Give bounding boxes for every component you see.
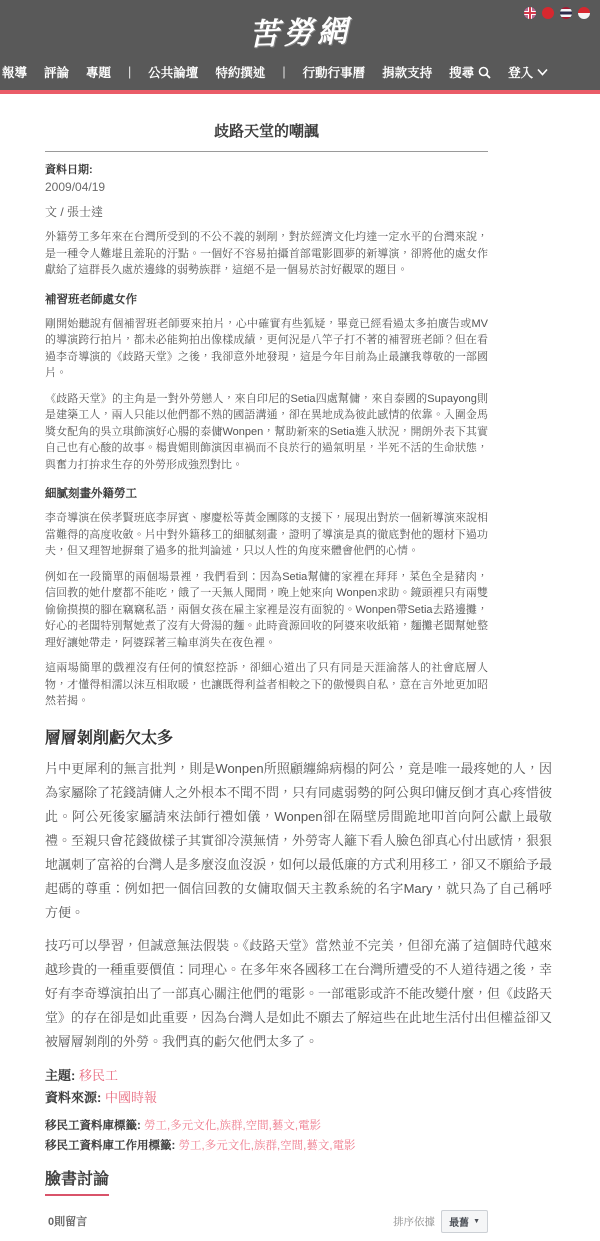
article-paragraph: 剛開始聽說有個補習班老師要來拍片，心中確實有些狐疑，畢竟已經看過太多拍廣告或MV的導演跨行拍片，都未必能夠拍出像樣成績，更何況是八竿子打不著的補習班老師？但在看過李奇導演的《歧路天堂》之後，我卻意外地發現，這是今年目前為止最讓我尊敬的一部國片。 <box>45 317 488 379</box>
facebook-comments-toolbar <box>45 1210 488 1233</box>
nav-item-reports[interactable]: 報導 <box>2 66 28 80</box>
article-column <box>45 108 555 710</box>
article-paragraph: 技巧可以學習，但誠意無法假裝。《歧路天堂》當然並不完美，但卻充滿了這個時代越來越珍貴的一種重要價值：同理心。在多年來各國移工在台灣所遭受的不人道待遇之後，幸好有李奇導演拍出了一部真心關注他們的電影。一部電影或許不能改變什麼，但《歧路天堂》的存在卻是如此重要，因為台灣人是如此不願去了解這些在此地生活付出但權益卻又被層層剝削的外勞。我們真的虧欠他們太多了。 <box>45 937 553 1049</box>
section-heading-exploitation: 層層剝削虧欠太多 <box>45 729 174 747</box>
indonesia-flag-icon[interactable] <box>578 7 590 19</box>
thailand-flag-icon[interactable] <box>560 7 572 19</box>
article-paragraph: 片中更犀利的無言批判，則是Wonpen所照顧纏綿病榻的阿公，竟是唯一最疼她的人，因為家屬除了花錢請傭人之外根本不聞不問，只有同處弱勢的阿公與印傭反倒才真心疼惜彼此。阿公死後家屬請來法師行禮如儀，Wonpen卻在隔壁房間跪地叩首向阿公獻上最敬禮。至親只會花錢做樣子其實卻冷漠無情，外勞寄人籬下看人臉色卻真心付出感情，狠狠地諷刺了富裕的台灣人是多麼沒血沒淚，如何以最低廉的方式利用移工，卻又不願給予最起碼的尊重：例如把一個信回教的女傭取個天主教系統的名字Mary，就只為了自己稱呼方便。 <box>45 760 553 920</box>
tag-link[interactable]: 族群 , <box>254 1140 280 1152</box>
tag-link[interactable]: 藝文 , <box>306 1140 332 1152</box>
nav-item-action-calendar[interactable]: 行動行事曆 <box>302 66 366 80</box>
article-paragraph: 例如在一段簡單的兩個場景裡，我們看到：因為Setia幫傭的家裡在拜拜，菜色全是豬肉，信回教的她什麼都不能吃，餓了一天無人聞問，晚上她來向 Wonpen求助。鏡頭裡只有兩雙偷偷摸摸的腳在竊竊私語，兩個女孩在雇主家裡是沒有面貌的。Wonpen帶Setia去路邊攤，好心的老闆特別幫她煮了沒有大骨湯的麵。此時資源回收的阿婆來收紙箱，麵攤老闆幫她整理好讓她帶走，阿婆踩著三輪車消失在夜色裡。 <box>45 570 488 649</box>
sort-dropdown-value: 最舊 <box>449 1217 470 1229</box>
login-label: 登入 <box>508 66 534 80</box>
db-tags-row <box>45 1117 488 1133</box>
nav-item-special-features[interactable]: 特約撰述 <box>215 66 266 80</box>
topic-link[interactable]: 移民工 <box>78 1067 118 1083</box>
tag-link[interactable]: 勞工 , <box>179 1140 205 1152</box>
comment-count: 0則留言 <box>48 1216 88 1228</box>
page-title: 歧路天堂的嘲諷 <box>213 123 319 140</box>
article-paragraph: 《歧路天堂》的主角是一對外勞戀人，來自印尼的Setia四處幫傭，來自泰國的Supayong則是建築工人，兩人只能以他們都不熟的國語溝通，卻在異地成為彼此感情的依靠。入圍金馬獎女配角的吳立琪飾演好心腸的泰傭Wonpen，幫助新來的Setia進入狀況，開朗外表下其實自己也有心酸的故事。楊貴媚則飾演因車禍而不良於行的過氣明星，半死不活的生命狀態，與奮力打拚求生存的外勞形成強烈對比。 <box>45 392 488 471</box>
facebook-discussion-heading: 臉書討論 <box>45 1166 109 1196</box>
tag-link[interactable]: 勞工 , <box>144 1120 170 1132</box>
nav-item-public-forum[interactable]: 公共論壇 <box>148 66 199 80</box>
site-header <box>0 0 600 94</box>
tag-link[interactable]: 多元文化 , <box>205 1140 254 1152</box>
vietnam-flag-icon[interactable] <box>542 7 554 19</box>
nav-item-topics[interactable]: 專題 <box>86 66 112 80</box>
tag-link[interactable]: 空間 , <box>246 1120 272 1132</box>
source-row <box>45 1087 488 1106</box>
article-page <box>0 94 600 1241</box>
comment-sort-control <box>393 1210 488 1233</box>
source-label: 資料來源: <box>45 1089 102 1105</box>
tag-link[interactable]: 空間 , <box>280 1140 306 1152</box>
article-byline: 文 / 張士達 <box>45 205 104 219</box>
nav-item-commentary[interactable]: 評論 <box>44 66 70 80</box>
topic-row <box>45 1065 488 1084</box>
nav-item-donate[interactable]: 捐款支持 <box>382 66 433 80</box>
nav-separator: | <box>128 65 132 79</box>
article-date: 2009/04/19 <box>45 180 106 194</box>
tag-link[interactable]: 藝文 , <box>272 1120 298 1132</box>
logo-container <box>0 6 600 56</box>
tag-link[interactable]: 電影 <box>298 1119 322 1132</box>
site-logo[interactable]: 苦勞網 <box>248 15 352 52</box>
login-button[interactable] <box>508 63 548 81</box>
db-tags-label: 移民工資料庫標籤: <box>45 1119 141 1132</box>
title-divider <box>45 151 488 152</box>
source-link[interactable]: 中國時報 <box>104 1089 157 1105</box>
nav-separator: | <box>282 65 286 79</box>
caret-down-icon: ▼ <box>473 1217 480 1225</box>
article-paragraph: 這兩場簡單的戲裡沒有任何的憤怒控訴，卻細心道出了只有同是天涯淪落人的社會底層人物，才懂得相濡以沫互相取暖，也讓既得利益者相較之下的傲慢與自私，意在言外地更加昭然若揭。 <box>45 662 488 707</box>
tag-link[interactable]: 多元文化 , <box>170 1120 219 1132</box>
topic-label: 主題: <box>45 1067 76 1083</box>
work-tags-label: 移民工資料庫工作用標籤: <box>45 1139 176 1152</box>
magnifier-icon <box>478 66 491 79</box>
sort-dropdown[interactable] <box>441 1210 488 1233</box>
search-label: 搜尋 <box>449 66 475 80</box>
section-heading-foreign-workers: 細膩刻畫外籍勞工 <box>45 488 137 500</box>
main-nav <box>0 56 600 90</box>
article-meta-column <box>45 1065 555 1233</box>
search-button[interactable] <box>449 63 491 81</box>
chevron-down-icon <box>537 68 548 76</box>
sort-by-label: 排序依據 <box>393 1215 436 1228</box>
work-tags-row <box>45 1137 488 1153</box>
article-paragraph: 李奇導演在侯孝賢班底李屏賓、廖慶松等黃金團隊的支援下，展現出對於一個新導演來說相當難得的高度收斂。片中對外籍移工的細膩刻畫，證明了導演是真的徹底對他的題材下過功夫，但又理智地摒棄了過多的批判論述，只以人性的角度來體會他們的心情。 <box>45 512 488 557</box>
article-highlight-column <box>45 725 555 1054</box>
article-paragraph: 外籍勞工多年來在台灣所受到的不公不義的剝削，對於經濟文化均達一定水平的台灣來說，是一種令人難堪且羞恥的汙點。一個好不容易拍攝首部電影圓夢的新導演，卻將他的處女作獻給了這群長久處於邊緣的弱勢族群，這絕不是一個易於討好觀眾的題目。 <box>45 231 488 276</box>
tag-link[interactable]: 電影 <box>332 1139 356 1152</box>
tag-link[interactable]: 族群 , <box>219 1120 245 1132</box>
date-label: 資料日期: <box>45 164 93 176</box>
section-heading-cram-school: 補習班老師處女作 <box>45 293 137 306</box>
facebook-comments-section <box>45 1153 488 1233</box>
uk-flag-icon[interactable] <box>524 7 536 19</box>
language-switcher <box>524 7 590 19</box>
